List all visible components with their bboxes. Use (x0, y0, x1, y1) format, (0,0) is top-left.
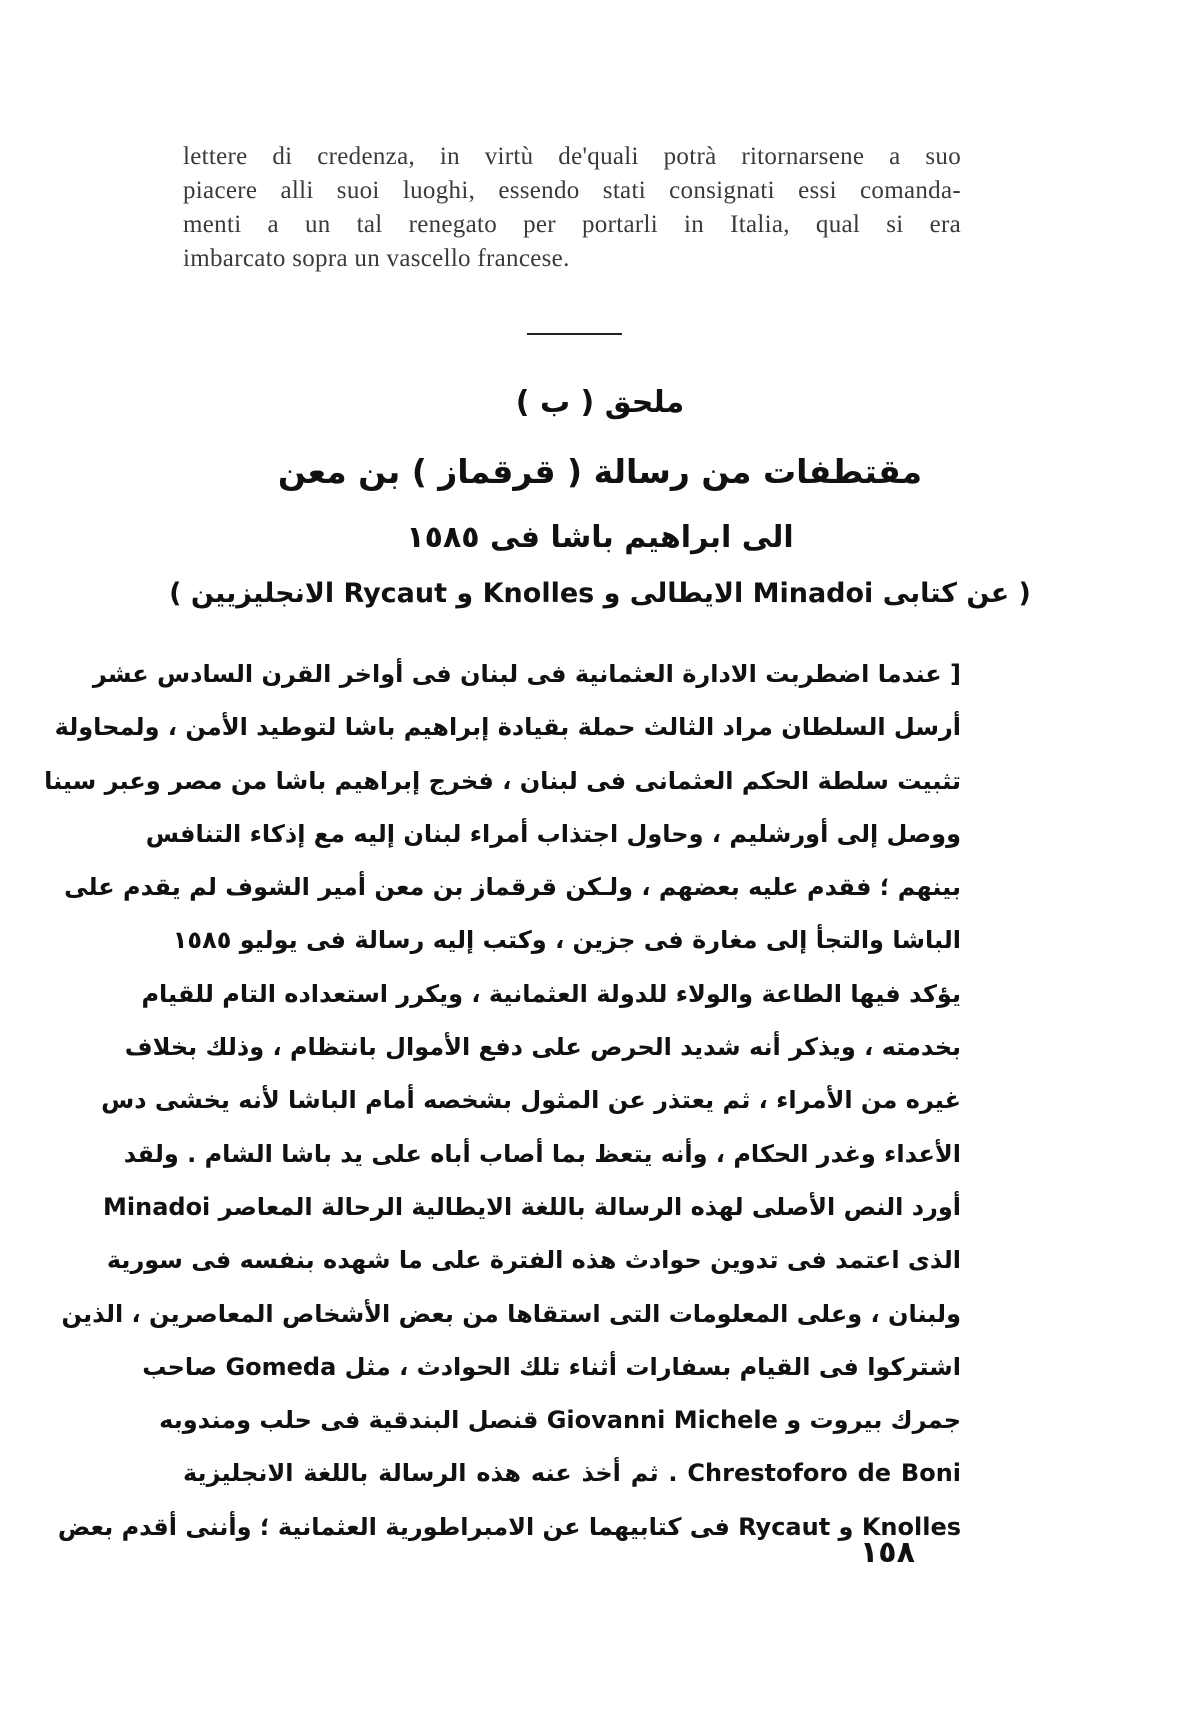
italian-text-block (183, 140, 961, 276)
appendix-label: ملحق ( ب ) (515, 385, 685, 420)
arabic-line: أرسل السلطان مراد الثالث حملة بقيادة إبراهيم باشا لتوطيد الأمن ، ولمحاولة (54, 713, 961, 742)
italian-line: lettere di credenza, in virtù de'quali potrà ritornarsene a suo (183, 143, 961, 170)
italian-line: imbarcato sopra un vascello francese. (183, 245, 570, 272)
arabic-line: ولبنان ، وعلى المعلومات التى استقاها من بعض الأشخاص المعاصرين ، الذين (61, 1299, 961, 1328)
arabic-line: اشتركوا فى القيام بسفارات أثناء تلك الحوادث ، مثل Gomeda صاحب (142, 1352, 961, 1381)
arabic-line: Chrestoforo de Boni . ثم أخذ عنه هذه الرسالة باللغة الانجليزية (183, 1459, 962, 1488)
arabic-line: أورد النص الأصلى لهذه الرسالة باللغة الايطالية الرحالة المعاصر Minadoi (103, 1192, 961, 1221)
arabic-line: غيره من الأمراء ، ثم يعتذر عن المثول بشخصه أمام الباشا لأنه يخشى دس (101, 1086, 961, 1115)
appendix-subtitle: الى ابراهيم باشا فى ١٥٨٥ (406, 520, 794, 555)
arabic-line: Knolles و Rycaut فى كتابيهما عن الامبراطورية العثمانية ؛ وأننى أقدم بعض (57, 1512, 961, 1541)
arabic-body-text (44, 648, 962, 1554)
arabic-line: بخدمته ، ويذكر أنه شديد الحرص على دفع الأموال بانتظام ، وذلك بخلاف (124, 1033, 961, 1062)
arabic-line: تثبيت سلطة الحكم العثمانى فى لبنان ، فخرج إبراهيم باشا من مصر وعبر سينا (44, 766, 961, 795)
arabic-line: ووصل إلى أورشليم ، وحاول اجتذاب أمراء لبنان إليه مع إذكاء التنافس (145, 819, 961, 848)
italian-line: piacere alli suoi luoghi, essendo stati consignati essi comanda- (183, 177, 961, 204)
page-number: ١٥٨ (860, 1535, 915, 1570)
arabic-line: الباشا والتجأ إلى مغارة فى جزين ، وكتب إليه رسالة فى يوليو ١٥٨٥ (172, 926, 961, 955)
italian-line: menti a un tal renegato per portarli in Italia, qual si era (183, 211, 961, 238)
appendix-title: مقتطفات من رسالة ( قرقماز ) بن معن (277, 452, 923, 491)
arabic-line: يؤكد فيها الطاعة والولاء للدولة العثمانية ، ويكرر استعداده التام للقيام (141, 979, 961, 1008)
appendix-source-note: ( عن كتابى Minadoi الايطالى و Knolles و Rycaut الانجليزيين ) (169, 578, 1031, 609)
section-divider (527, 333, 622, 335)
arabic-line: [ عندما اضطربت الادارة العثمانية فى لبنان فى أواخر القرن السادس عشر (92, 660, 961, 688)
arabic-line: جمرك بيروت و Giovanni Michele قنصل البندقية فى حلب ومندوبه (159, 1406, 961, 1435)
arabic-line: الذى اعتمد فى تدوين حوادث هذه الفترة على ما شهده بنفسه فى سورية (106, 1246, 961, 1275)
arabic-line: الأعداء وغدر الحكام ، وأنه يتعظ بما أصاب أباه على يد باشا الشام . ولقد (123, 1139, 961, 1168)
arabic-line: بينهم ؛ فقدم عليه بعضهم ، ولـكن قرقماز بن معن أمير الشوف لم يقدم على (64, 873, 961, 902)
